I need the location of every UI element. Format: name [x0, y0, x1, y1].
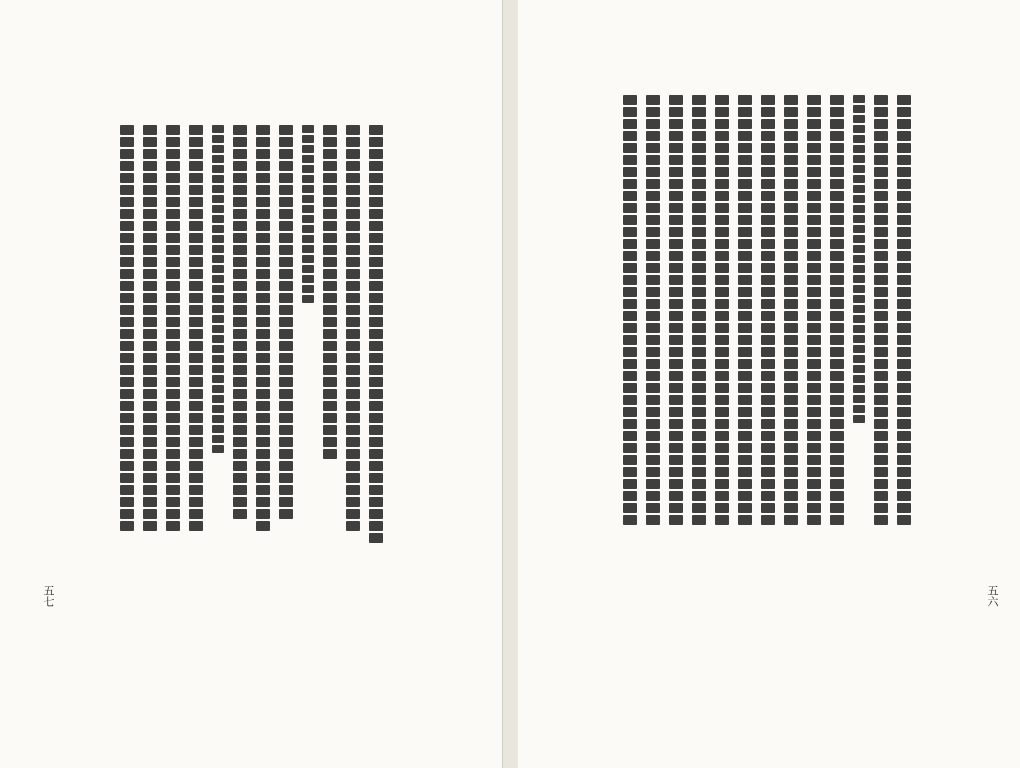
right-page-text-block — [623, 95, 911, 525]
text-column — [646, 95, 660, 525]
text-column — [279, 125, 293, 543]
text-column — [715, 95, 729, 525]
text-column — [830, 95, 844, 525]
text-column — [784, 95, 798, 525]
text-column — [623, 95, 637, 525]
text-column — [807, 95, 821, 525]
text-column — [669, 95, 683, 525]
text-column — [166, 125, 180, 543]
left-page — [0, 0, 502, 768]
note-column — [853, 95, 865, 525]
text-column — [189, 125, 203, 543]
text-column — [143, 125, 157, 543]
text-column — [346, 125, 360, 543]
text-column — [897, 95, 911, 525]
text-column — [761, 95, 775, 525]
text-column — [323, 125, 337, 543]
right-page — [518, 0, 1020, 768]
right-page-number: 五六 — [986, 585, 999, 607]
text-column — [874, 95, 888, 525]
text-column — [233, 125, 247, 543]
text-column — [692, 95, 706, 525]
text-column — [120, 125, 134, 543]
note-column — [302, 125, 314, 543]
left-page-text-block — [120, 125, 383, 543]
text-column — [369, 125, 383, 543]
note-column — [212, 125, 224, 543]
text-column — [738, 95, 752, 525]
left-page-number: 五七 — [42, 585, 55, 607]
text-column — [256, 125, 270, 543]
